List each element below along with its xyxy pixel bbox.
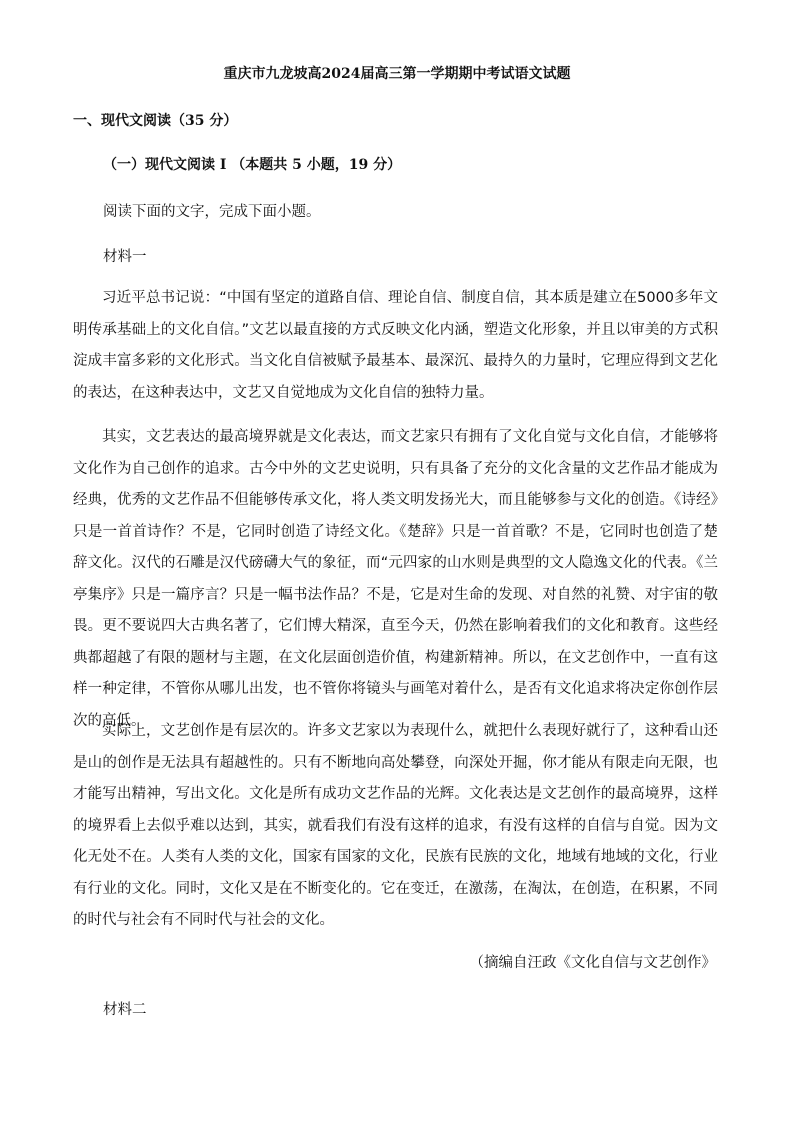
material-one-label: 材料一 xyxy=(103,249,147,265)
paragraph-2: 其实，文艺表达的最高境界就是文化表达，而文艺家只有拥有了文化自觉与文化自信，才能够将文化作为自己创作的追求。古今中外的文艺史说明，只有具备了充分的文化含量的文艺作品才能成为经典，优秀的文艺作品不但能够传承文化，将人类文明发扬光大，而且能够参与文化的创造。《诗经》只是一首首诗作？不是，它同时创造了诗经文化。《楚辞》只是一首首歌？不是，它同时也创造了楚辞文化。汉代的石雕是汉代磅礴大气的象征，而“元四家的山水则是典型的文人隐逸文化的代表。《兰亭集序》只是一篇序言？只是一幅书法作品？不是，它是对生命的发现、对自然的礼赞、对宇宙的敬畏。更不要说四大古典名著了，它们博大精深，直至今天，仍然在影响着我们的文化和教育。这些经典都超越了有限的题材与主题，在文化层面创造价值，构建新精神。所以，在文艺创作中，一直有这样一种定律，不管你从哪儿出发，也不管你将镜头与画笔对着什么，是否有文化追求将决定你创作层次的高低。 xyxy=(73,429,718,729)
exam-title: 重庆市九龙坡高2024届高三第一学期期中考试语文试题 xyxy=(223,66,571,82)
subsection-heading: （一）现代文阅读 I （本题共 5 小题，19 分） xyxy=(103,157,402,173)
paragraph-3: 实际上，文艺创作是有层次的。许多文艺家以为表现什么，就把什么表现好就行了，这种看山还是山的创作是无法具有超越性的。只有不断地向高处攀登，向深处开掘，你才能从有限走向无限，也才能写出精神，写出文化。文化是所有成功文艺作品的光辉。文化表达是文艺创作的最高境界，这样的境界看上去似乎难以达到，其实，就看我们有没有这样的追求，有没有这样的自信与自觉。因为文化无处不在。人类有人类的文化，国家有国家的文化，民族有民族的文化，地域有地域的文化，行业有行业的文化。同时，文化又是在不断变化的。它在变迁，在激荡，在淘汰，在创造，在积累，不同的时代与社会有不同时代与社会的文化。 xyxy=(73,723,718,928)
reading-instruction: 阅读下面的文字，完成下面小题。 xyxy=(103,204,321,220)
material-two-label: 材料二 xyxy=(103,1002,147,1018)
paragraph-1: 习近平总书记说：“中国有坚定的道路自信、理论自信、制度自信，其本质是建立在5000多年文明传承基础上的文化自信。”文艺以最直接的方式反映文化内涵，塑造文化形象，并且以审美的方式积淀成丰富多彩的文化形式。当文化自信被赋予最基本、最深沉、最持久的力量时，它理应得到文艺化的表达，在这种表达中，文艺又自觉地成为文化自信的独特力量。 xyxy=(73,290,718,401)
section-heading: 一、现代文阅读（35 分） xyxy=(73,113,238,129)
source-citation: （摘编自汪政《文化自信与文艺创作》 xyxy=(469,955,716,971)
